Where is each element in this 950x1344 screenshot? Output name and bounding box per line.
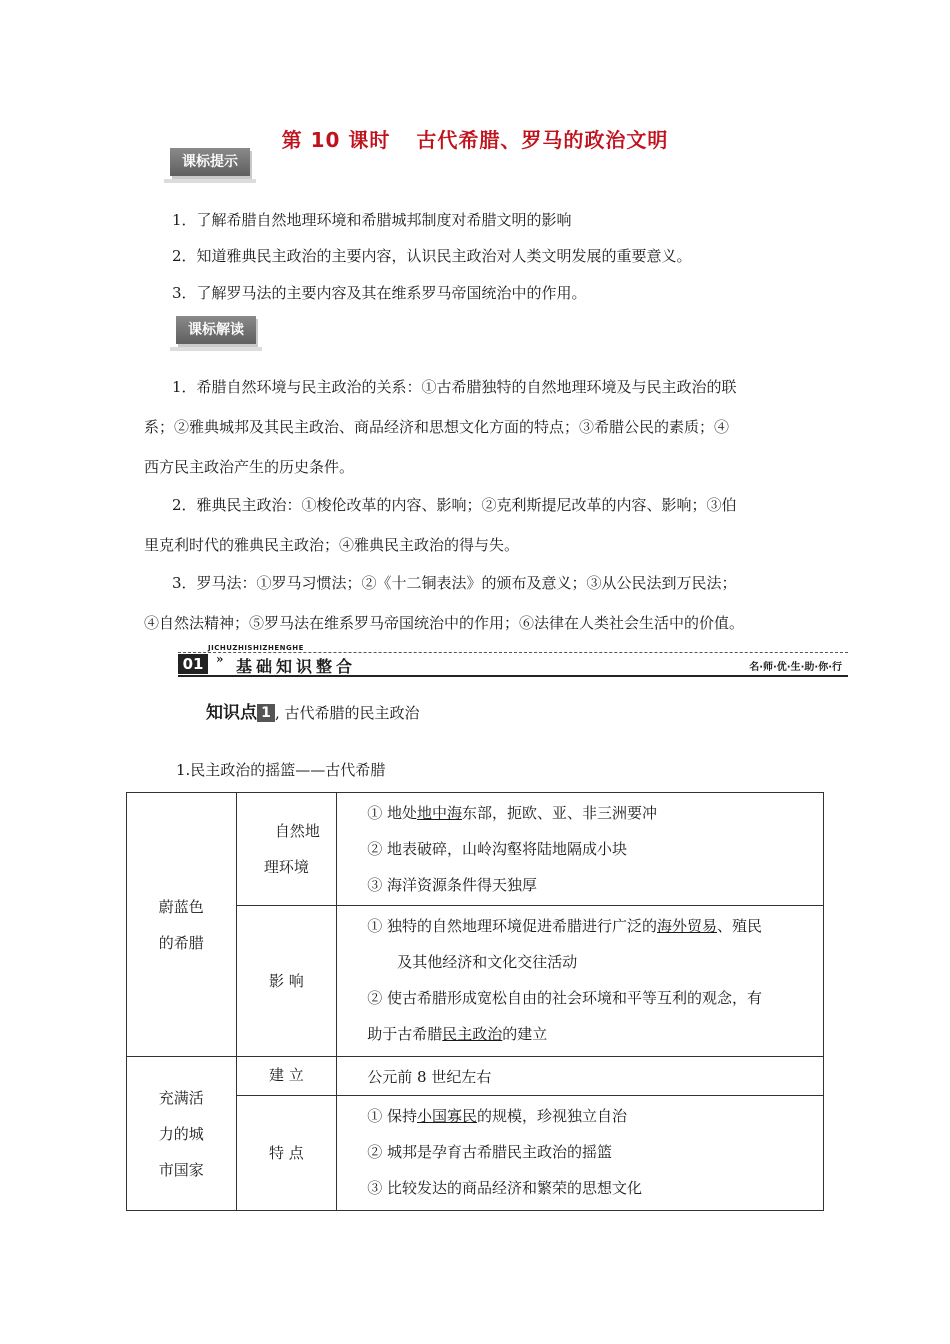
requirement-2: 2．知道雅典民主政治的主要内容，认识民主政治对人类文明发展的重要意义。 bbox=[172, 247, 692, 265]
knowledge-point-title: , 古代希腊的民主政治 bbox=[275, 704, 420, 722]
interpretation-line-7: ④自然法精神；⑤罗马法在维系罗马帝国统治中的作用；⑥法律在人类社会生活中的价值。 bbox=[144, 614, 745, 632]
double-arrow-icon: » bbox=[216, 652, 224, 666]
section-slogan: 名·师·优·生·助·你·行 bbox=[749, 662, 842, 673]
group-label-blue-greece: 蔚蓝色 的希腊 bbox=[127, 793, 237, 1057]
row-label-influence: 影 响 bbox=[236, 906, 337, 1057]
subheading: 1.民主政治的摇篮——古代希腊 bbox=[176, 761, 386, 779]
group-label-city-state: 充满活 力的城 市国家 bbox=[127, 1057, 237, 1211]
lesson-title: 古代希腊、罗马的政治文明 bbox=[416, 128, 669, 152]
feature-items bbox=[337, 1096, 824, 1211]
band-top-rule bbox=[178, 652, 848, 653]
section-label: 基础知识整合 bbox=[236, 657, 357, 676]
row-label-geography: 自然地 理环境 bbox=[236, 793, 337, 906]
requirement-3: 3．了解罗马法的主要内容及其在维系罗马帝国统治中的作用。 bbox=[172, 284, 587, 302]
curriculum-hint-tag: 课标提示 bbox=[170, 148, 250, 176]
row-label-established: 建 立 bbox=[236, 1057, 337, 1096]
page-title bbox=[0, 124, 950, 153]
geography-item-2: ② 地表破碎，山岭沟壑将陆地隔成小块 bbox=[367, 840, 628, 858]
interpretation-line-2: 系；②雅典城邦及其民主政治、商品经济和思想文化方面的特点；③希腊公民的素质；④ bbox=[144, 418, 730, 436]
interpretation-line-1: 1．希腊自然环境与民主政治的关系：①古希腊独特的自然地理环境及与民主政治的联 bbox=[172, 378, 737, 396]
influence-item-2-cont: 助于古希腊民主政治的建立 bbox=[367, 1025, 548, 1043]
influence-item-1-cont: 及其他经济和文化交往活动 bbox=[397, 953, 578, 971]
curriculum-interpretation-tag: 课标解读 bbox=[176, 316, 256, 344]
interpretation-line-3: 西方民主政治产生的历史条件。 bbox=[144, 458, 355, 476]
interpretation-line-4: 2．雅典民主政治：①梭伦改革的内容、影响；②克利斯提尼改革的内容、影响；③伯 bbox=[172, 496, 737, 514]
geography-item-3: ③ 海洋资源条件得天独厚 bbox=[367, 876, 538, 894]
geography-items bbox=[337, 793, 824, 906]
requirement-1: 1．了解希腊自然地理环境和希腊城邦制度对希腊文明的影响 bbox=[172, 211, 572, 229]
knowledge-point-number: 1 bbox=[257, 704, 275, 722]
geography-item-1: ① 地处地中海东部，扼欧、亚、非三洲要冲 bbox=[367, 804, 658, 822]
knowledge-point-heading bbox=[206, 698, 420, 723]
influence-item-2: ② 使古希腊形成宽松自由的社会环境和平等互利的观念，有 bbox=[367, 989, 763, 1007]
greece-table bbox=[126, 792, 824, 1211]
influence-items bbox=[337, 906, 824, 1057]
band-pinyin: JICHUZHISHIZHENGHE bbox=[208, 644, 304, 652]
feature-item-3: ③ 比较发达的商品经济和繁荣的思想文化 bbox=[367, 1179, 643, 1197]
section-number-badge: 01 bbox=[178, 654, 208, 674]
influence-item-1: ① 独特的自然地理环境促进希腊进行广泛的海外贸易、殖民 bbox=[367, 917, 763, 935]
section-header-band bbox=[178, 644, 848, 676]
row-label-features: 特 点 bbox=[236, 1096, 337, 1211]
established-value: 公元前 8 世纪左右 bbox=[337, 1057, 824, 1096]
knowledge-point-word: 知识点 bbox=[206, 703, 257, 723]
feature-item-2: ② 城邦是孕育古希腊民主政治的摇篮 bbox=[367, 1143, 613, 1161]
interpretation-line-6: 3．罗马法：①罗马习惯法；②《十二铜表法》的颁布及意义；③从公民法到万民法； bbox=[172, 574, 737, 592]
interpretation-line-5: 里克利时代的雅典民主政治；④雅典民主政治的得与失。 bbox=[144, 536, 520, 554]
band-bottom-rule bbox=[178, 675, 848, 677]
lesson-number: 第 10 课时 bbox=[281, 128, 391, 152]
feature-item-1: ① 保持小国寡民的规模，珍视独立自治 bbox=[367, 1107, 628, 1125]
